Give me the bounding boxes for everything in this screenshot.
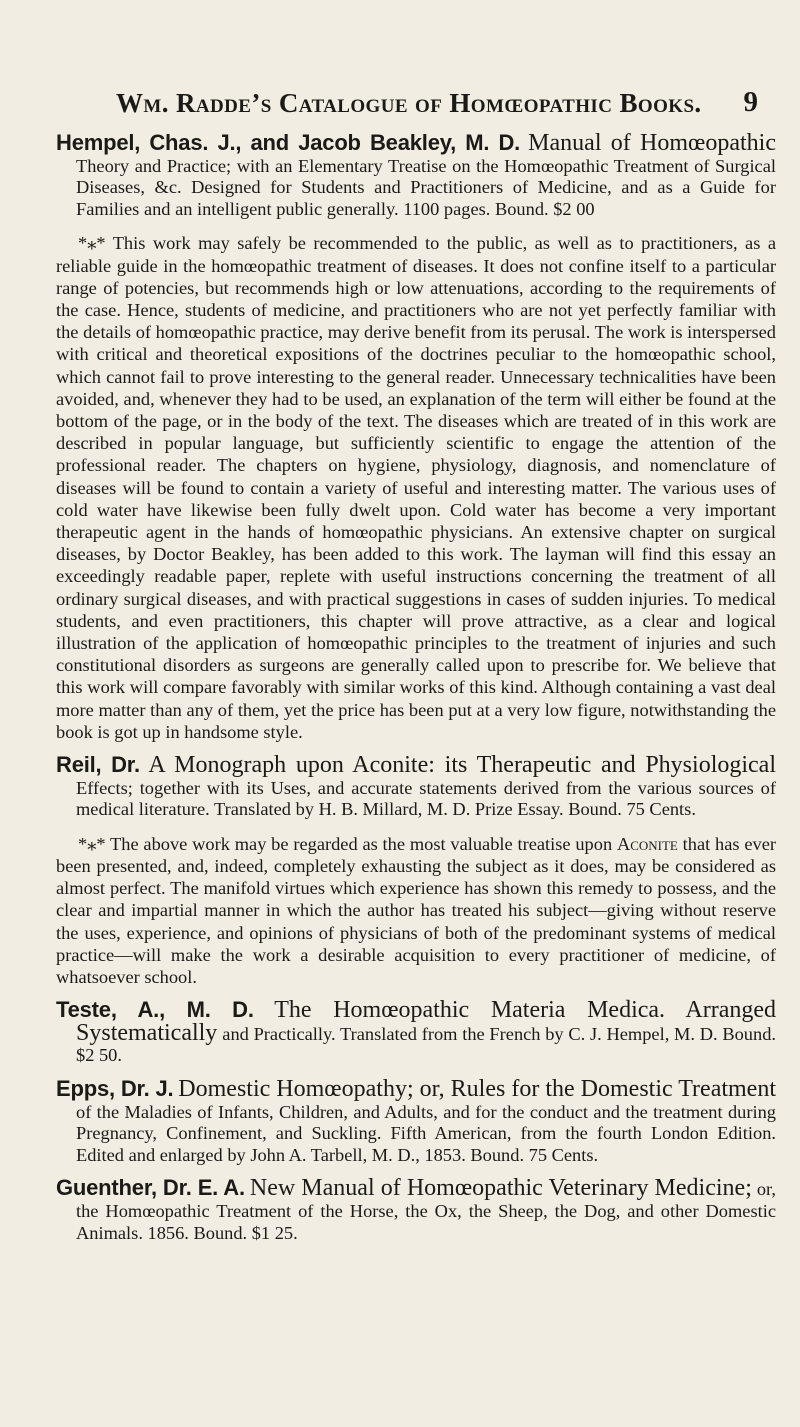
entry-author: Hempel, Chas. J., and Jacob Beakley, M. D. [56,130,521,155]
running-title: Wm. Radde’s Catalogue of Homœopathic Books. [116,88,702,118]
entry-title: The Homœopathic Materia Medica. Arranged Systematically [76,997,776,1046]
entry-details: Effects; together with its Uses, and accurate statements derived from the various sources of medical literature. Translated by H. B. Millard, M. D. Prize Essay. Bound. 75 Cents. [76,777,776,820]
entry-note: *⁎* This work may safely be recommended to the public, as well as to practitioners, as a reliable guide in the homœopathic treatment of diseases. It does not confine itself to a particular range of potencies, but recommends high or low attenuations, according to the requirements of the case. Hence, students of medicine, and practitioners who are not yet perfectly familiar with the details of homœopathic practice, may derive benefit from its perusal. The work is interspersed with critical and theoretical expositions of the doctrines peculiar to the homœopathic school, which cannot fail to prove interesting to the general reader. Unnecessary technicalities have been avoided, and, whenever they had to be used, an explanation of the term will either be found at the bottom of the page, or in the body of the text. The diseases which are treated of in this work are described in popular language, but sufficiently scientific to engage the attention of the professional reader. The chapters on hygiene, physiology, diagnosis, and nomenclature of diseases will be found to contain a variety of useful and interesting matter. The various uses of cold water have likewise been fully dwelt upon. Cold water has become a very important therapeutic agent in the hands of homœopathic physicians. An extensive chapter on surgical diseases, by Doctor Beakley, has been added to this work. The layman will find this essay an exceedingly readable paper, replete with useful instructions concerning the treatment of all ordinary surgical diseases, and with practical suggestions in cases of sudden injuries. To medical students, and even practitioners, this chapter will prove attractive, as a clear and logical illustration of the application of homœopathic principles to the treatment of injuries and such constitutional disorders as surgeons are generally called upon to prescribe for. We believe that this work will compare favorably with similar works of this kind. Although containing a vast deal more matter than any of them, yet the price has been put at a very low figure, notwithstanding the book is got up in handsome style. [56,233,776,742]
entry-heading [56,754,776,821]
entry-heading [56,1078,776,1166]
entry-details: and Practically. Translated from the French by C. J. Hempel, M. D. Bound. $2 50. [76,1023,776,1066]
entry-author: Teste, A., M. D. [56,997,254,1023]
entry-author: Epps, Dr. J. [56,1076,174,1102]
entry-title: Domestic Homœopathy; or, Rules for the Domestic Treatment [178,1076,777,1103]
catalogue-entry-teste [56,999,776,1067]
note-remedy-name: Aconite [616,833,678,854]
catalogue-entry-epps [56,1078,776,1166]
catalogue-entry-guenther [56,1177,776,1244]
entry-details: or, the Homœopathic Treatment of the Horse, the Ox, the Sheep, the Dog, and other Domestic Animals. 1856. Bound. $1 25. [76,1179,777,1243]
running-header [56,52,776,118]
note-text-rest: that has ever been presented, and, indeed, completely exhausting the subject as it does, may be considered as almost perfect. The manifold virtues which experience has shown this remedy to possess, and the clear and impartial manner in which the author has treated his subject—giving without reserve the uses, experience, and opinions of physicians of both of the predominant systems of medical practice—will make the work a desirable acquisition to every practitioner of medicine, of whatsoever school. [56,833,777,988]
entry-details: Theory and Practice; with an Elementary Treatise on the Homœopathic Treatment of Surgical Diseases, &c. Designed for Students and Practitioners of Medicine, and as a Guide for Families and an intelligent public generally. 1100 pages. Bound. $2 00 [76,155,776,219]
catalogue-entry-hempel [56,132,776,743]
entry-author: Reil, Dr. [56,752,140,778]
catalogue-entry-reil [56,754,776,988]
entry-title: A Monograph upon Aconite: its Therapeutic and Physiological [148,752,777,779]
entry-heading [56,1177,776,1244]
entry-heading [56,132,776,220]
entry-title: New Manual of Homœopathic Veterinary Medicine; [249,1175,752,1202]
entry-details: of the Maladies of Infants, Children, and Adults, and for the conduct and the treatment during Pregnancy, Confinement, and Suckling. Fifth American, from the fourth London Edition. Edited and enlarged by John A. Tarbell, M. D., 1853. Bound. 75 Cents. [76,1101,776,1165]
catalogue-entries [56,132,776,1244]
entry-heading [56,999,776,1067]
entry-note [56,833,776,988]
entry-title: Manual of Homœopathic [528,130,776,156]
note-text-start: *⁎* The above work may be regarded as the most valuable treatise upon [78,833,617,854]
entry-author: Guenther, Dr. E. A. [56,1175,245,1201]
page-number: 9 [743,86,758,118]
